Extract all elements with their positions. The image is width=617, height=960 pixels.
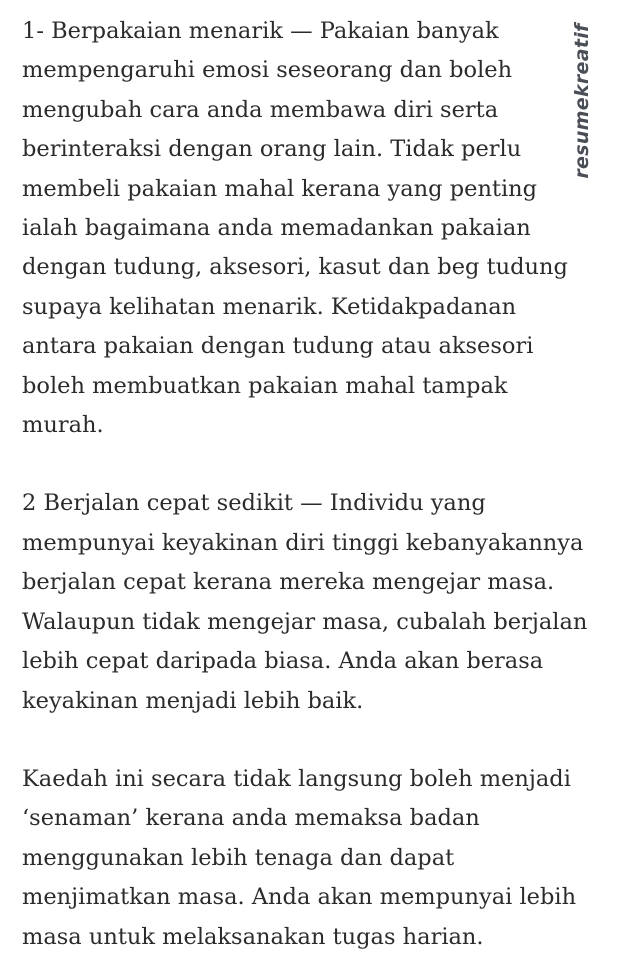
paragraph-berjalan-cepat — [22, 484, 597, 720]
paragraph-line: dengan tudung, aksesori, kasut dan beg tudung — [22, 254, 568, 281]
watermark-text: resumekreatif — [571, 23, 593, 179]
paragraph-line: berjalan cepat kerana mereka mengejar masa. — [22, 569, 555, 596]
paragraph-line: mengubah cara anda membawa diri serta — [22, 96, 499, 123]
paragraph-line: ialah bagaimana anda memadankan pakaian — [22, 215, 531, 242]
paragraph-line: Kaedah ini secara tidak langsung boleh menjadi — [22, 765, 571, 792]
article-body — [22, 12, 597, 957]
paragraph-line: murah. — [22, 412, 104, 439]
paragraph-line: lebih cepat daripada biasa. Anda akan berasa — [22, 648, 544, 675]
paragraph-kaedah — [22, 760, 597, 957]
paragraph-line: menggunakan lebih tenaga dan dapat — [22, 844, 455, 871]
paragraph-line: mempengaruhi emosi seseorang dan boleh — [22, 57, 513, 84]
paragraph-line: membeli pakaian mahal kerana yang penting — [22, 175, 538, 202]
paragraph-line: antara pakaian dengan tudung atau aksesori — [22, 333, 534, 360]
paragraph-line: boleh membuatkan pakaian mahal tampak — [22, 372, 508, 399]
paragraph-line: ‘senaman’ kerana anda memaksa badan — [22, 805, 480, 832]
paragraph-line: mempunyai keyakinan diri tinggi kebanyakannya — [22, 529, 584, 556]
paragraph-line: menjimatkan masa. Anda akan mempunyai lebih — [22, 884, 577, 911]
paragraph-line: Walaupun tidak mengejar masa, cubalah berjalan — [22, 608, 588, 635]
paragraph-line: 2 Berjalan cepat sedikit — Individu yang — [22, 490, 486, 517]
paragraph-line: 1- Berpakaian menarik — Pakaian banyak — [22, 18, 499, 44]
paragraph-line: masa untuk melaksanakan tugas harian. — [22, 923, 484, 950]
paragraph-line: supaya kelihatan menarik. Ketidakpadanan — [22, 293, 517, 320]
paragraph-line: keyakinan menjadi lebih baik. — [22, 687, 364, 714]
paragraph-line: berinteraksi dengan orang lain. Tidak perlu — [22, 136, 522, 163]
paragraph-berpakaian-menarik — [22, 12, 597, 445]
